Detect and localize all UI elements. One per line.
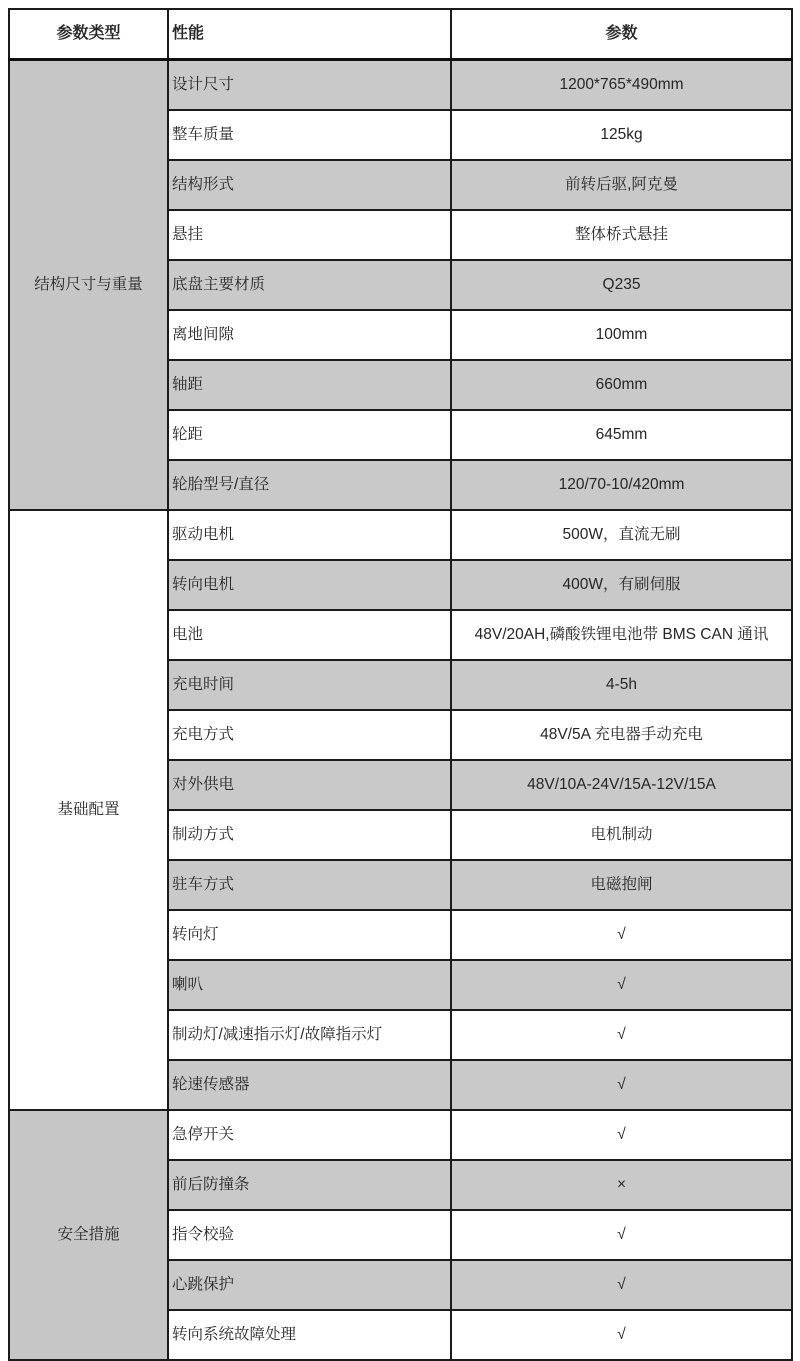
spec-value-cell: √ (451, 960, 792, 1010)
spec-value-cell: √ (451, 1110, 792, 1160)
spec-value-cell: 整体桥式悬挂 (451, 210, 792, 260)
spec-name-cell: 悬挂 (168, 210, 451, 260)
spec-name-cell: 设计尺寸 (168, 60, 451, 111)
spec-value-cell: √ (451, 1310, 792, 1360)
spec-value-cell: 48V/10A-24V/15A-12V/15A (451, 760, 792, 810)
header-parameter: 参数 (451, 9, 792, 60)
header-param-type: 参数类型 (9, 9, 168, 60)
table-row (9, 510, 792, 560)
spec-name-cell: 前后防撞条 (168, 1160, 451, 1210)
header-row (9, 9, 792, 60)
table-row (9, 60, 792, 111)
spec-table-header (9, 9, 792, 60)
spec-name-cell: 底盘主要材质 (168, 260, 451, 310)
spec-value-cell: 400W，有刷伺服 (451, 560, 792, 610)
spec-name-cell: 指令校验 (168, 1210, 451, 1260)
group-label-cell: 结构尺寸与重量 (9, 60, 168, 511)
spec-name-cell: 充电方式 (168, 710, 451, 760)
group-label-cell: 安全措施 (9, 1110, 168, 1360)
spec-name-cell: 对外供电 (168, 760, 451, 810)
spec-value-cell: 电磁抱闸 (451, 860, 792, 910)
spec-value-cell: 48V/20AH,磷酸铁锂电池带 BMS CAN 通讯 (451, 610, 792, 660)
spec-value-cell: 660mm (451, 360, 792, 410)
spec-value-cell: √ (451, 910, 792, 960)
spec-name-cell: 转向灯 (168, 910, 451, 960)
table-row (9, 1110, 792, 1160)
spec-value-cell: 4-5h (451, 660, 792, 710)
spec-name-cell: 整车质量 (168, 110, 451, 160)
spec-name-cell: 结构形式 (168, 160, 451, 210)
spec-value-cell: √ (451, 1010, 792, 1060)
spec-name-cell: 喇叭 (168, 960, 451, 1010)
spec-name-cell: 轮速传感器 (168, 1060, 451, 1110)
spec-value-cell: 电机制动 (451, 810, 792, 860)
spec-name-cell: 制动灯/减速指示灯/故障指示灯 (168, 1010, 451, 1060)
spec-value-cell: 645mm (451, 410, 792, 460)
spec-name-cell: 电池 (168, 610, 451, 660)
spec-value-cell: 1200*765*490mm (451, 60, 792, 111)
spec-value-cell: Q235 (451, 260, 792, 310)
spec-value-cell: √ (451, 1060, 792, 1110)
spec-name-cell: 急停开关 (168, 1110, 451, 1160)
spec-name-cell: 转向电机 (168, 560, 451, 610)
spec-table (8, 8, 793, 1361)
spec-name-cell: 制动方式 (168, 810, 451, 860)
spec-name-cell: 驻车方式 (168, 860, 451, 910)
spec-name-cell: 离地间隙 (168, 310, 451, 360)
spec-value-cell: 120/70-10/420mm (451, 460, 792, 510)
group-label-cell: 基础配置 (9, 510, 168, 1110)
spec-value-cell: 100mm (451, 310, 792, 360)
spec-name-cell: 驱动电机 (168, 510, 451, 560)
spec-name-cell: 充电时间 (168, 660, 451, 710)
spec-name-cell: 轮距 (168, 410, 451, 460)
spec-value-cell: 125kg (451, 110, 792, 160)
spec-value-cell: √ (451, 1210, 792, 1260)
spec-value-cell: 前转后驱,阿克曼 (451, 160, 792, 210)
spec-table-body (9, 60, 792, 1361)
header-performance: 性能 (168, 9, 451, 60)
spec-value-cell: √ (451, 1260, 792, 1310)
spec-name-cell: 心跳保护 (168, 1260, 451, 1310)
spec-value-cell: 48V/5A 充电器手动充电 (451, 710, 792, 760)
spec-value-cell: 500W，直流无刷 (451, 510, 792, 560)
spec-value-cell: × (451, 1160, 792, 1210)
spec-name-cell: 轮胎型号/直径 (168, 460, 451, 510)
spec-name-cell: 轴距 (168, 360, 451, 410)
spec-name-cell: 转向系统故障处理 (168, 1310, 451, 1360)
